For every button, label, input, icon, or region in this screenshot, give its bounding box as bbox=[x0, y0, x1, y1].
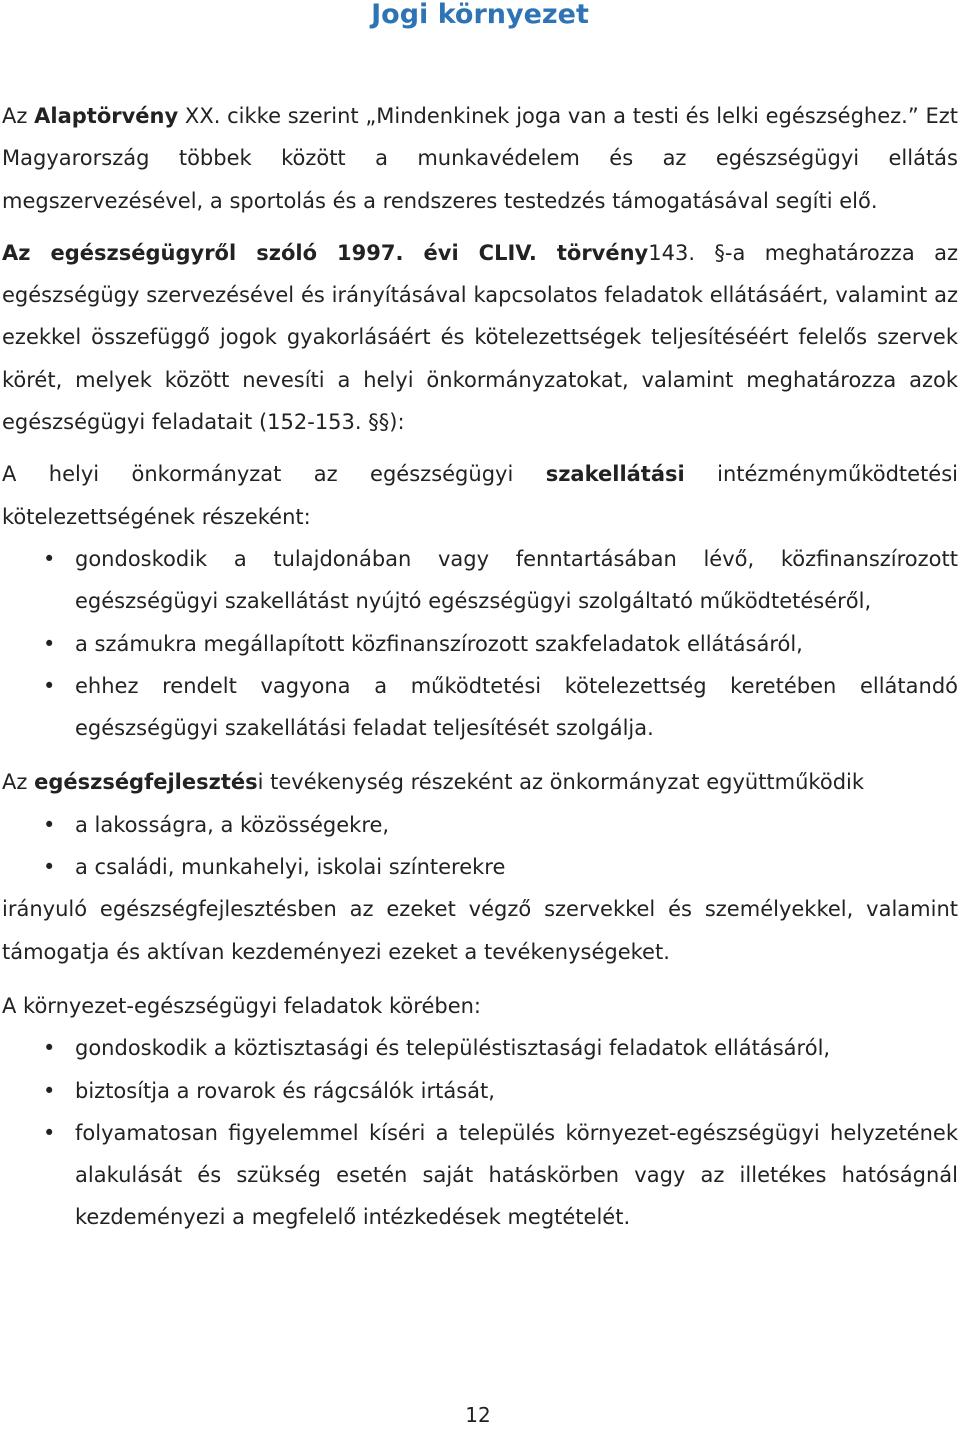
list-item bbox=[2, 804, 958, 846]
text-span: Az bbox=[2, 104, 35, 128]
list-item-text: gondoskodik a tulajdonában vagy fenntartásában lévő, közfinanszírozott egészségügyi szakellátást nyújtó egészségügyi szolgáltató működtetéséről, bbox=[75, 546, 958, 614]
paragraph-egeszsegugyi-torveny bbox=[2, 232, 958, 443]
list-item-text: a lakosságra, a közösségekre, bbox=[75, 812, 390, 837]
bullet-icon: • bbox=[43, 546, 56, 571]
bold-term: egészségfejlesztés bbox=[34, 770, 258, 795]
list-item bbox=[2, 665, 958, 750]
list-item-text: a számukra megállapított közfinanszírozott szakfeladatok ellátásáról, bbox=[75, 631, 803, 656]
list-item-text: biztosítja a rovarok és rágcsálók irtását, bbox=[75, 1078, 495, 1103]
bullet-icon: • bbox=[43, 855, 56, 880]
bullet-icon: • bbox=[43, 1036, 56, 1061]
paragraph-szakellatas bbox=[2, 453, 958, 538]
text-span: 143. §-a meghatározza az egészségügy szervezésével és irányításával kapcsolatos feladatok ellátásáért, valamint az ezekkel összefüggő jogok gyakorlásáért és kötelezettségek teljesítéséért felelős szervek körét, melyek között nevesíti a helyi önkormányzatokat, valamint meghatározza azok egészségügyi feladatait (152-153. §§): bbox=[2, 240, 958, 435]
list-item-text: gondoskodik a köztisztasági és településtisztasági feladatok ellátásáról, bbox=[75, 1036, 831, 1061]
bullet-icon: • bbox=[43, 673, 56, 698]
text-span: XX. cikke szerint „Mindenkinek joga van a testi és lelki egészséghez.” Ezt Magyarország többek között a munkavédelem és az egészségügyi ellátás megszervezésével, a sportolás és a rendszeres testedzés támogatásával segíti elő. bbox=[2, 104, 958, 213]
text-span: A helyi önkormányzat az egészségügyi bbox=[2, 462, 546, 487]
paragraph-kornyezet-egeszsegugy: A környezet-egészségügyi feladatok körében: bbox=[2, 993, 482, 1018]
list-item-text: folyamatosan figyelemmel kíséri a település környezet-egészségügyi helyzetének alakulását és szükség esetén saját hatáskörben vagy az illetékes hatóságnál kezdeményezi a megfelelő intézkedések megtételét. bbox=[75, 1120, 958, 1230]
list-item bbox=[2, 1027, 958, 1069]
list-item bbox=[2, 623, 958, 665]
bullet-list-szakellatas bbox=[2, 538, 958, 749]
bold-term: Az egészségügyről szóló 1997. évi CLIV. törvény bbox=[2, 240, 649, 265]
list-item bbox=[2, 1070, 958, 1112]
bullet-icon: • bbox=[43, 1120, 56, 1145]
text-span: Az bbox=[2, 770, 35, 795]
page-number: 12 bbox=[465, 1403, 491, 1427]
paragraph-alaptorveny bbox=[2, 95, 958, 222]
bold-term: Alaptörvény bbox=[34, 104, 179, 128]
paragraph-egeszsegfejlesztes bbox=[2, 761, 958, 803]
list-item bbox=[2, 846, 958, 888]
list-item-text: a családi, munkahelyi, iskolai színterekre bbox=[75, 855, 506, 880]
text-span: intézményműködtetési kötelezettségének részeként: bbox=[2, 462, 958, 529]
paragraph-iranyulo: irányuló egészségfejlesztésben az ezeket végző szervekkel és személyekkel, valamint támogatja és aktívan kezdeményezi ezeket a tevékenységeket. bbox=[2, 897, 958, 964]
bullet-icon: • bbox=[43, 631, 56, 656]
list-item-text: ehhez rendelt vagyona a működtetési kötelezettség keretében ellátandó egészségügyi szakellátási feladat teljesítését szolgálja. bbox=[75, 673, 958, 741]
bold-term: szakellátási bbox=[545, 462, 685, 487]
bullet-icon: • bbox=[43, 1078, 56, 1103]
list-item bbox=[2, 538, 958, 623]
bullet-icon: • bbox=[43, 812, 56, 837]
page-title: Jogi környezet bbox=[371, 0, 589, 30]
bullet-list-kornyezet bbox=[2, 1027, 958, 1238]
text-span: i tevékenység részeként az önkormányzat együttműködik bbox=[257, 770, 865, 795]
list-item bbox=[2, 1112, 958, 1239]
bullet-list-egeszsegfejlesztes bbox=[2, 804, 958, 889]
